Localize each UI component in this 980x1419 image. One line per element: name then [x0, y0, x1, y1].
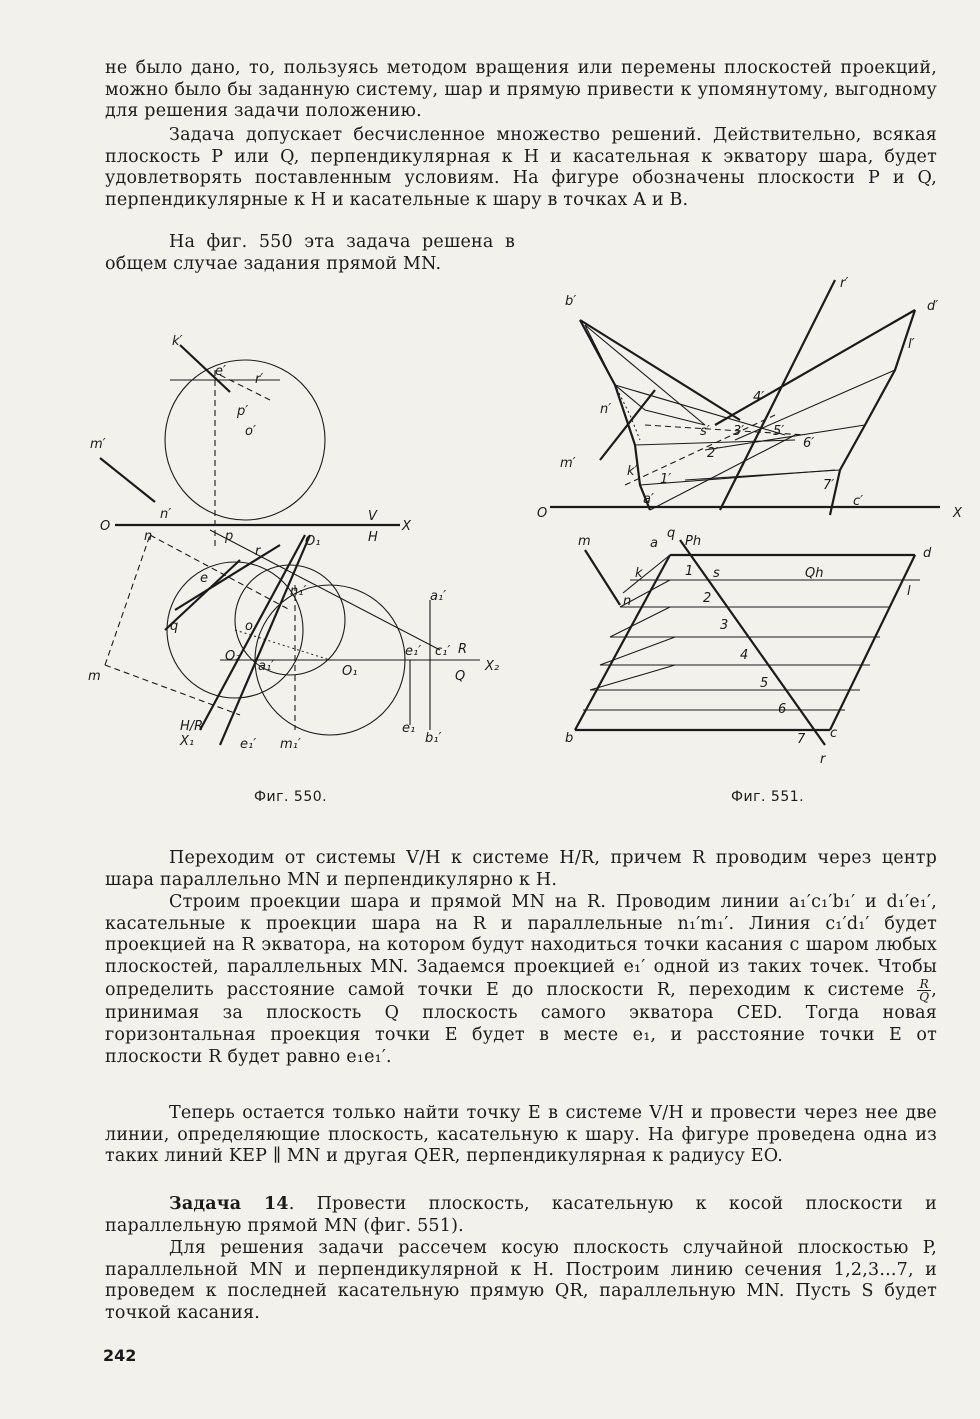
- fig551-label-n1: n′: [600, 402, 612, 417]
- fig550-label-X2: X₂: [485, 659, 500, 674]
- fig551-label-two: 2: [703, 591, 712, 606]
- fraction-numerator: R: [917, 978, 931, 991]
- page-number: 242: [103, 1346, 137, 1365]
- figure-551-caption: Фиг. 551.: [731, 789, 805, 805]
- figure-551-drawing: [535, 275, 965, 775]
- fig551-label-m: m: [578, 534, 591, 549]
- paragraph-construction: [105, 892, 937, 1068]
- fig551-label-q: q: [667, 526, 676, 541]
- fig550-label-O: O: [100, 519, 111, 534]
- fig551-label-p4: 4′: [753, 390, 765, 405]
- fig550-label-O1: O₁: [305, 534, 321, 549]
- fig550-label-e1b: e₁: [402, 721, 416, 736]
- fig550-label-p1: p′: [237, 404, 249, 419]
- fig551-label-k1: k′: [627, 464, 638, 479]
- fig551-label-l: l: [907, 584, 911, 599]
- fig551-label-p7: 7′: [823, 478, 835, 493]
- fig550-label-H: H: [368, 530, 378, 545]
- fig550-label-Q: Q: [455, 669, 466, 684]
- fraction-denominator: Q: [919, 990, 930, 1005]
- fig551-label-s: s: [713, 566, 720, 581]
- fig550-label-a11: a₁′: [430, 589, 447, 604]
- fig550-label-q: q: [170, 619, 179, 634]
- paragraph-solutions: Задача допускает бесчисленное множество решений. Действительно, всякая плоскость P или Q, перпендикулярная к H и касательная к экватору шара, будет удовлетворять поставленным условиям. На фигуре обозначены плоскости P и Q, перпендикулярные к H и касательные к шару в точках A и B.: [105, 125, 937, 210]
- fig551-label-n: n: [623, 594, 632, 609]
- fig551-label-d1: d′: [927, 299, 939, 314]
- fig551-label-seven: 7: [797, 732, 806, 747]
- fig551-label-p1: 1′: [660, 472, 672, 487]
- fig550-label-r: r: [255, 544, 261, 559]
- paragraph-system-change: Переходим от системы V/H к системе H/R, причем R проводим через центр шара параллельно MN и перпендикулярно к H.: [105, 848, 937, 890]
- construction-text-a: Строим проекции шара и прямой MN на R. Проводим линии a₁′c₁′b₁′ и d₁′e₁′, касательные к проекции шара на R и параллельные n₁′m₁′. Линия c₁′d₁′ будет проекцией на R экватора, на котором будут находиться точки касания с шаром любых плоскостей, параллельных MN. Задаемся проекцией e₁′ одной из таких точек. Чтобы определить расстояние самой точки E до плоскости R, переходим к системе: [105, 892, 937, 1001]
- fig550-label-e11: e₁′: [405, 644, 422, 659]
- fig551-label-c: c: [830, 726, 838, 741]
- figure-550-drawing: [80, 330, 520, 750]
- paragraph-solution-method: Для решения задачи рассечем косую плоскость случайной плоскостью P, параллельной MN и перпендикулярной к H. Построим линию сечения 1,2,3...7, и проведем к последней касательную прямую QR, параллельную MN. Пусть S будет точкой касания.: [105, 1238, 937, 1323]
- fig551-label-c1: c′: [853, 494, 864, 509]
- fig551-label-qh: Qh: [805, 566, 824, 581]
- fraction-r-over-q: [917, 978, 931, 1003]
- fig550-label-HR: H/R: [180, 719, 204, 734]
- fig551-label-p3: 3′: [733, 424, 745, 439]
- fig550-label-n: n: [144, 529, 153, 544]
- fig551-label-p6: 6′: [803, 436, 815, 451]
- fig551-label-one: 1: [685, 564, 694, 579]
- figure-550-caption: Фиг. 550.: [254, 789, 328, 805]
- fig550-label-k1: k′: [172, 334, 183, 349]
- fig550-label-m11: m₁′: [280, 737, 301, 750]
- fig550-label-c11: c₁′: [435, 644, 451, 659]
- fig551-label-l1: l′: [908, 337, 915, 352]
- fig550-label-n11: n₁′: [290, 584, 307, 599]
- fig550-label-Ob1: O₁: [342, 664, 358, 679]
- fig551-label-b: b: [565, 731, 574, 746]
- fig551-label-s1: s′: [700, 424, 710, 439]
- fig550-label-o: o: [245, 619, 253, 634]
- fig550-label-m1: m′: [90, 437, 106, 452]
- fig550-label-e1p: e₁′: [240, 737, 257, 750]
- fig551-label-four: 4: [740, 648, 749, 663]
- fig550-label-R: R: [458, 642, 468, 657]
- fig551-label-k: k: [635, 566, 643, 581]
- fig551-label-ph: Ph: [685, 534, 702, 549]
- fig550-label-o1: o′: [245, 424, 256, 439]
- fig550-label-a1p: a₁′: [258, 659, 275, 674]
- fig551-label-b1: b′: [565, 294, 577, 309]
- fig551-label-six: 6: [778, 702, 787, 717]
- fig550-label-p: p: [225, 529, 234, 544]
- fig550-label-V: V: [368, 509, 377, 524]
- fig551-label-r1: r′: [840, 276, 849, 291]
- fig550-label-e1: e′: [215, 364, 226, 379]
- task-14-text: . Провести плоскость, касательную к косой плоскости и параллельную прямой MN (фиг. 551).: [105, 1194, 937, 1236]
- fig551-label-three: 3: [720, 618, 729, 633]
- paragraph-tangent-plane: Теперь остается только найти точку E в системе V/H и провести через нее две линии, определяющие плоскость, касательную к шару. На фигуре проведена одна из таких линий KEP ∥ MN и другая QER, перпендикулярная к радиусу EO.: [105, 1103, 937, 1167]
- fig551-label-r: r: [820, 752, 826, 767]
- fig551-label-p2: 2′: [707, 446, 719, 461]
- fig551-label-a1: a′: [643, 492, 654, 507]
- fig551-label-p5: 5′: [773, 424, 785, 439]
- fig550-label-b11: b₁′: [425, 731, 442, 746]
- fig550-label-r1: r′: [255, 372, 264, 387]
- fig551-label-d: d: [923, 546, 932, 561]
- fig550-label-X1: X₁: [180, 734, 195, 749]
- construction-text-b: , принимая за плоскость Q плоскость самого экватора CED. Тогда новая горизонтальная проекция точки E будет в месте e₁, и расстояние точки E от плоскости R будет равно e₁e₁′.: [105, 980, 937, 1067]
- fig551-label-five: 5: [760, 676, 769, 691]
- fig550-label-n1: n′: [160, 507, 172, 522]
- task-14-heading: Задача 14: [169, 1194, 289, 1214]
- paragraph-fig550-intro: На фиг. 550 эта задача решена в общем случае задания прямой MN.: [105, 232, 515, 274]
- fig551-label-a: a: [650, 536, 658, 551]
- fig550-label-e: e: [200, 571, 208, 586]
- fig550-label-m: m: [88, 669, 101, 684]
- fig550-label-O2: O₂: [225, 649, 241, 664]
- paragraph-task-14: [105, 1194, 937, 1237]
- paragraph-continuation: не было дано, то, пользуясь методом вращения или перемены плоскостей проекций, можно было бы заданную систему, шар и прямую привести к упомянутому, выгодному для решения задачи положению.: [105, 58, 937, 122]
- fig551-label-O: O: [537, 506, 548, 521]
- fig551-label-m1: m′: [560, 456, 576, 471]
- fig550-label-X: X: [402, 519, 411, 534]
- fig551-label-X: X: [953, 506, 962, 521]
